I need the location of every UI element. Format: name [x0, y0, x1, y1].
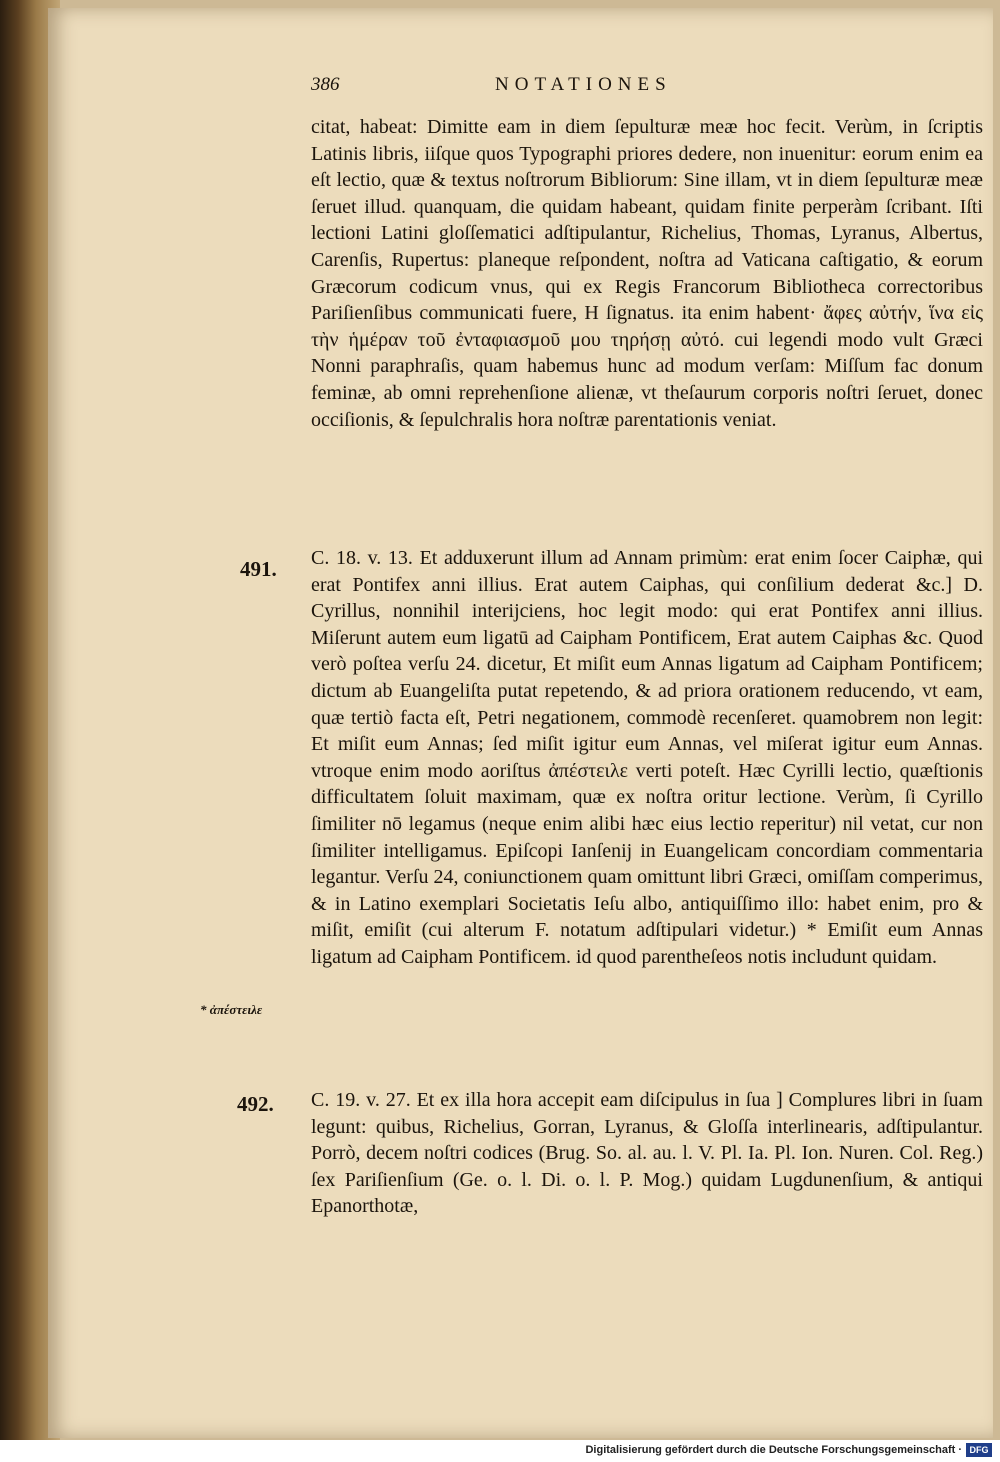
dfg-logo: DFG [966, 1443, 992, 1457]
footer-credit: Digitalisierung gefördert durch die Deutsche Forschungsgemeinschaft · [585, 1444, 962, 1456]
margin-note-492: 492. [237, 1092, 274, 1116]
margin-greek-note: * ἀπέστειλε [200, 1002, 263, 1017]
running-head: NOTATIONES [495, 74, 672, 95]
margin-note-491: 491. [240, 557, 277, 581]
paragraph-1: citat, habeat: Dimitte eam in diem ſepulturæ meæ hoc fecit. Verùm, in ſcriptis Latinis libris, iiſque quos Typographi priores dedere, non inuenitur: eorum enim ea eſt lectio, quæ & textus noſtrorum Bibliorum: Sine illam, vt in diem ſepulturæ meæ ſeruet illud. quanquam, die quidam habeant, quidam finite perperàm ſcribant. Iſti lectioni Latini gloſſematici adſtipulantur, Richelius, Thomas, Lyranus, Albertus, Carenſis, Rupertus: planeque reſpondent, noſtra ad Vaticana caſtigatio, & eorum Græcorum codicum vnus, qui ex Regis Francorum Bibliotheca correctoribus Pariſienſibus communicati fuere, H ſignatus. ita enim habent· ἄφες αὐτήν, ἵνα εἰς τὴν ἡμέραν τοῦ ἐνταφιασμοῦ μου τηρήσῃ αὐτό. cui legendi modo vult Græci Nonni paraphraſis, quam habemus hunc ad modum verſam: Miſſum fac donum feminæ, ab omni reprehenſione alienæ, vt theſaurum corporis noſtri ſeruet, donec occiſionis, & ſepulchralis hora noſtræ parentationis veniat. [311, 116, 983, 431]
paragraph-2: C. 18. v. 13. Et adduxerunt illum ad Annam primùm: erat enim ſocer Caiphæ, qui erat Pontifex anni illius. Erat autem Caiphas, qui conſilium dederat &c.] D. Cyrillus, nonnihil interijciens, hoc legit modo: qui erat Pontifex anni illius. Miſerunt autem eum ligatū ad Caipham Pontificem, Erat autem Caiphas &c. Quod verò poſtea verſu 24. dicetur, Et miſit eum Annas ligatum ad Caipham Pontificem; dictum ab Euangeliſta putat repetendo, & ad priora orationem reducendo, vt eam, quæ tertiò facta eſt, Petri negationem, commodè recenſeret. quamobrem non legit: Et miſit eum Annas; ſed miſit igitur eum Annas, vel miſerat igitur eum Annas. vtroque enim modo aoriſtus ἀπέστειλε verti poteſt. Hæc Cyrilli lectio, quæſtionis difficultatem ſoluit maximam, quæ ex noſtra oritur lectione. Verùm, ſi Cyrillo ſimiliter nō legamus (neque enim alibi hæc eius lectio reperitur) nil vetat, cur non ſimiliter intelligamus. Epiſcopi Ianſenij in Euangelicam concordiam commentaria legantur. Verſu 24, coniunctionem quam omittunt libri Græci, omiſſam comperimus, & in Latino exemplari Societatis Ieſu albo, antiquiſſimo illo: habet enim, pro & miſit, emiſit (cui alterum F. notatum adſtipulari videtur.) * Emiſit eum Annas ligatum ad Caipham Pontificem. id quod parentheſeos notis includunt quidam. [311, 547, 983, 968]
digitization-footer [0, 1440, 1000, 1462]
page-number: 386 [311, 74, 340, 95]
page-header [0, 68, 1000, 98]
paragraph-3: C. 19. v. 27. Et ex illa hora accepit eam diſcipulus in ſua ] Complures libri in ſuam legunt: quibus, Richelius, Gorran, Lyranus, & Gloſſa interlinearis, adſtipulantur. Porrò, decem noſtri codices (Brug. So. al. au. l. V. Pl. Ia. Pl. Ion. Nuren. Col. Reg.) ſex Pariſienſium (Ge. o. l. Di. o. l. P. Mog.) quidam Lugdunenſium, & antiqui Epanorthotæ, [311, 1089, 983, 1218]
